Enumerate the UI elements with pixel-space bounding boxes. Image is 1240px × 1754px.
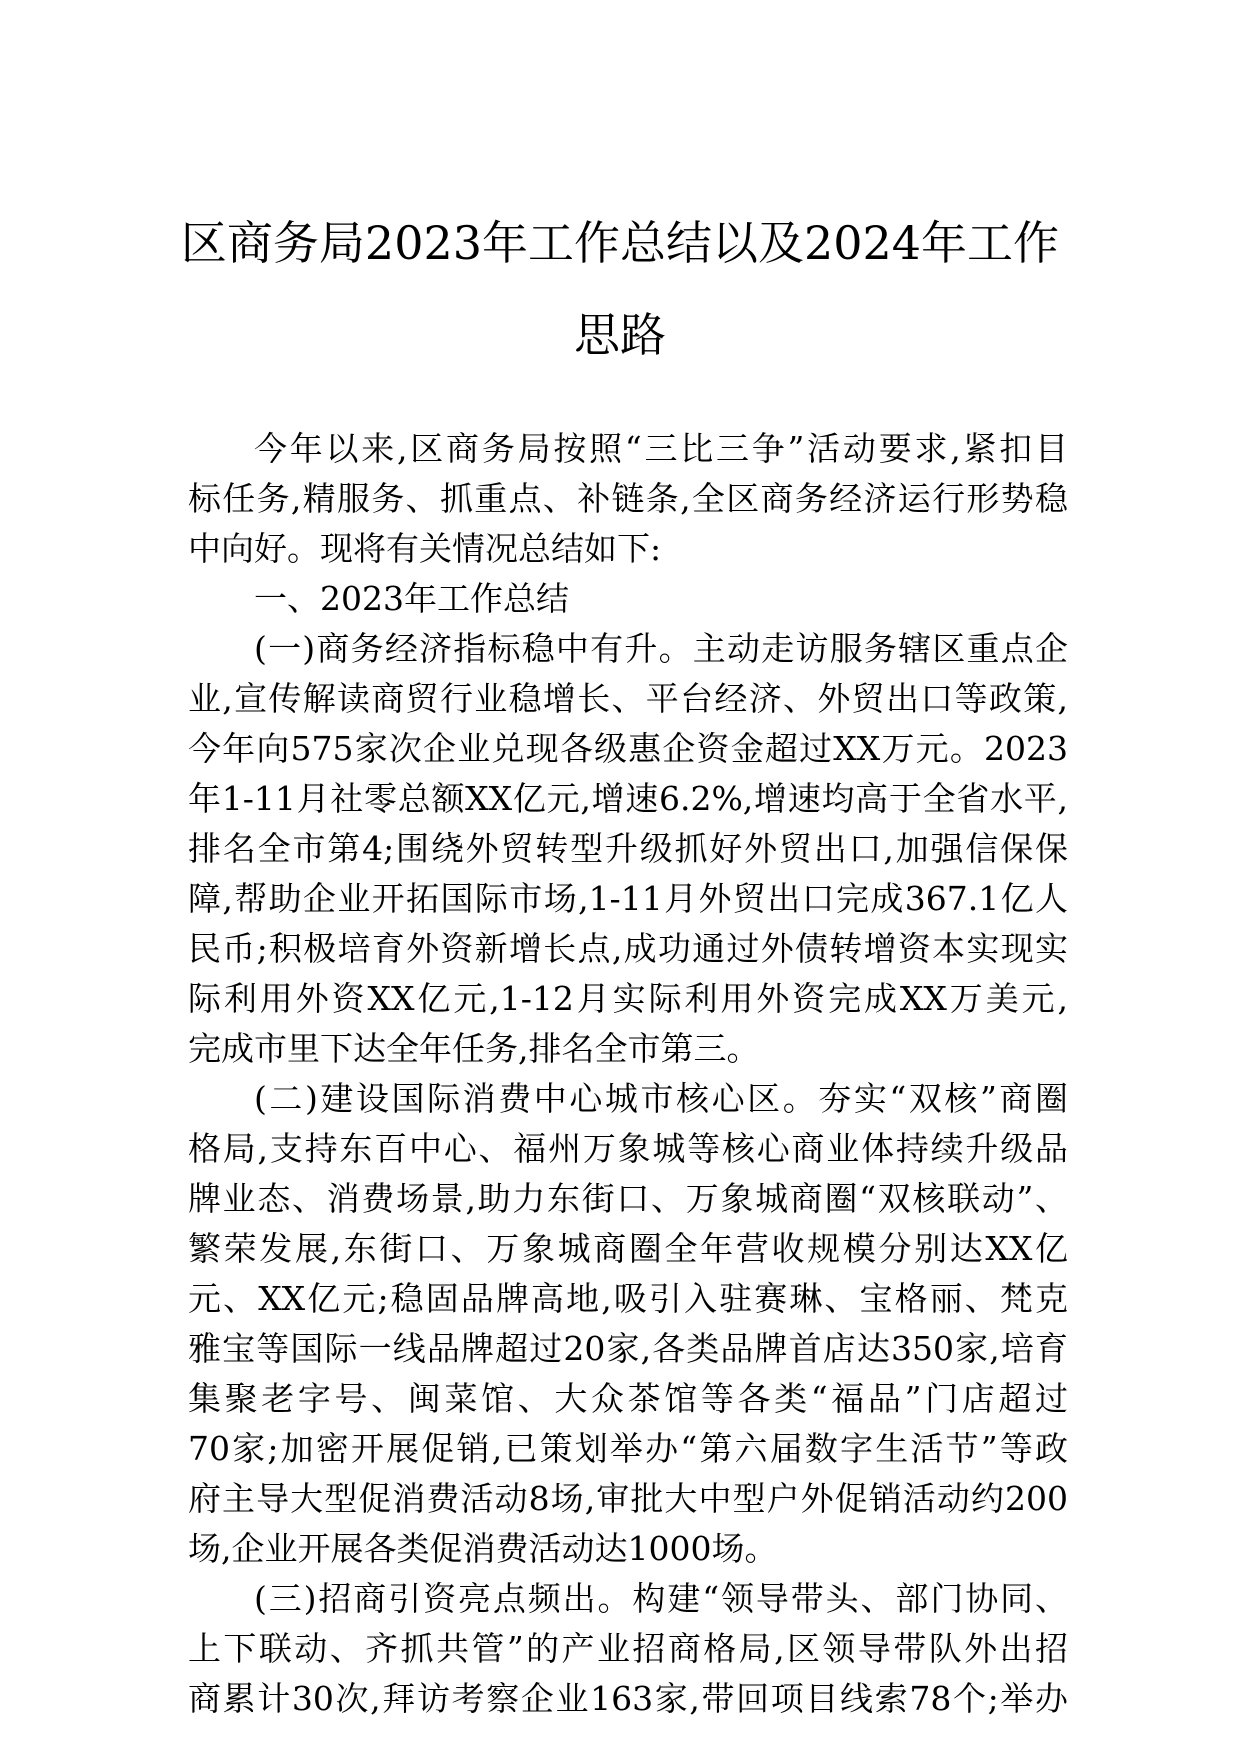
body-line: 格局,支持东百中心、福州万象城等核心商业体持续升级品 [188,1129,1068,1168]
body-line: 上下联动、齐抓共管”的产业招商格局,区领导带队外出招 [188,1629,1068,1668]
body-line: 牌业态、消费场景,助力东街口、万象城商圈“双核联动”、 [188,1179,1068,1218]
body-line: 际利用外资XX亿元,1-12月实际利用外资完成XX万美元, [188,979,1068,1018]
document-title-line-2: 思路 [574,308,666,362]
body-line: (三)招商引资亮点频出。构建“领导带头、部门协同、 [254,1579,1068,1618]
body-line: (一)商务经济指标稳中有升。主动走访服务辖区重点企 [254,629,1068,668]
body-line: 70家;加密开展促销,已策划举办“第六届数字生活节”等政 [188,1429,1068,1468]
body-line: 元、XX亿元;稳固品牌高地,吸引入驻赛琳、宝格丽、梵克 [188,1279,1068,1318]
body-line: 完成市里下达全年任务,排名全市第三。 [188,1029,760,1068]
body-line: 障,帮助企业开拓国际市场,1-11月外贸出口完成367.1亿人 [188,879,1068,918]
body-line: 中向好。现将有关情况总结如下: [188,529,662,568]
body-line: 今年向575家次企业兑现各级惠企资金超过XX万元。2023 [188,729,1068,768]
body-line: 一、2023年工作总结 [254,579,569,618]
body-line: 今年以来,区商务局按照“三比三争”活动要求,紧扣目 [254,429,1068,468]
body-line: 繁荣发展,东街口、万象城商圈全年营收规模分别达XX亿 [188,1229,1068,1268]
body-line: 雅宝等国际一线品牌超过20家,各类品牌首店达350家,培育 [188,1329,1068,1368]
body-line: 年1-11月社零总额XX亿元,增速6.2%,增速均高于全省水平, [188,779,1068,818]
body-line: 府主导大型促消费活动8场,审批大中型户外促销活动约200 [188,1479,1068,1518]
body-line: (二)建设国际消费中心城市核心区。夯实“双核”商圈 [254,1079,1068,1118]
body-line: 民币;积极培育外资新增长点,成功通过外债转增资本实现实 [188,929,1068,968]
body-line: 集聚老字号、闽菜馆、大众茶馆等各类“福品”门店超过 [188,1379,1068,1418]
document-body [188,424,1068,1724]
body-line: 业,宣传解读商贸行业稳增长、平台经济、外贸出口等政策, [188,679,1068,718]
document-title-line-1: 区商务局2023年工作总结以及2024年工作 [180,216,1060,270]
body-line: 场,企业开展各类促消费活动达1000场。 [188,1529,778,1568]
body-line: 标任务,精服务、抓重点、补链条,全区商务经济运行形势稳 [188,479,1068,518]
body-line: 排名全市第4;围绕外贸转型升级抓好外贸出口,加强信保保 [188,829,1068,868]
body-line: 商累计30次,拜访考察企业163家,带回项目线索78个;举办 [188,1679,1068,1718]
